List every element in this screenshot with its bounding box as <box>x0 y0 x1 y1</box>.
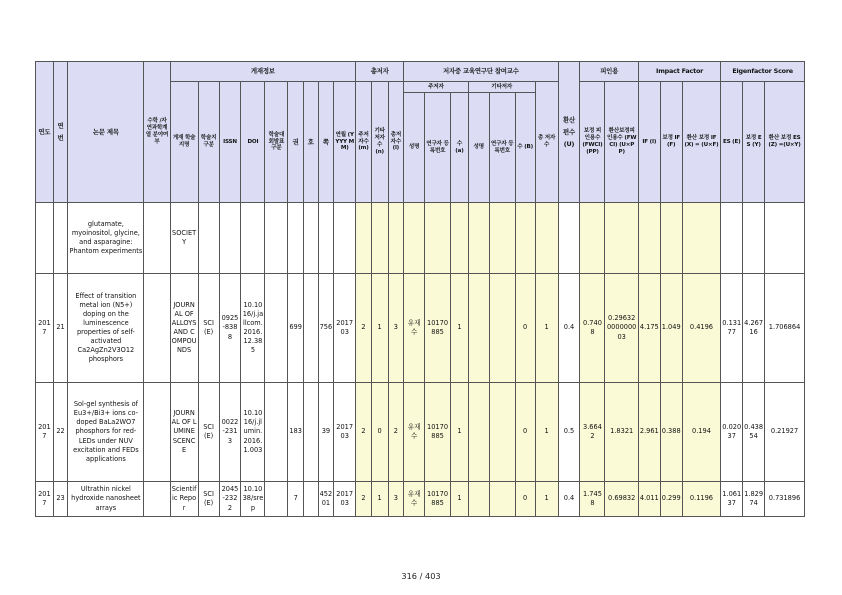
table-cell <box>580 203 605 274</box>
table-cell: 1.706864 <box>765 274 805 383</box>
table-cell: 0.4 <box>558 274 580 383</box>
table-cell <box>515 203 535 274</box>
conference-header: 학술대 회발표 구분 <box>265 82 288 203</box>
table-cell <box>265 482 288 517</box>
table-cell <box>53 203 68 274</box>
table-cell: 2 <box>388 383 404 482</box>
table-cell: 2045-2322 <box>219 482 241 517</box>
es-converted-header: 환산 보정 ES(Z) =(U×Y) <box>765 82 805 203</box>
table-cell <box>765 203 805 274</box>
table-cell <box>303 203 318 274</box>
table-cell <box>721 203 743 274</box>
journal-name: SOCIETY <box>170 203 198 274</box>
table-cell: 10.1016/j.jallcom.2016.12.385 <box>241 274 265 383</box>
table-cell <box>605 203 638 274</box>
es-adjusted-header: 보정 ES (Y) <box>743 82 765 203</box>
table-cell <box>388 203 404 274</box>
table-cell <box>303 482 318 517</box>
fwci-header: 환산보정피인용수 (FWCI) (U×PP) <box>605 82 638 203</box>
table-cell <box>265 274 288 383</box>
table-cell <box>318 203 334 274</box>
table-cell <box>144 274 170 383</box>
table-cell: 2017 <box>36 482 54 517</box>
journal-name: JOURNAL OF ALLOYS AND COMPOUNDS <box>170 274 198 383</box>
table-cell <box>144 482 170 517</box>
table-cell: 0 <box>515 482 535 517</box>
table-cell <box>743 203 765 274</box>
table-cell <box>489 274 515 383</box>
table-cell: SCI(E) <box>198 274 219 383</box>
category-header: 학술지 구분 <box>198 82 219 203</box>
table-cell <box>682 203 721 274</box>
table-cell: 0022-2313 <box>219 383 241 482</box>
if-header: IF (I) <box>638 82 660 203</box>
table-cell: 1 <box>535 274 558 383</box>
eigenfactor-header: Eigenfactor Score <box>721 62 805 82</box>
table-cell: 2 <box>356 383 372 482</box>
citation-header: 피인용 <box>580 62 638 82</box>
journal-header: 게재 학술지명 <box>170 82 198 203</box>
table-row <box>36 482 805 517</box>
year-header: 연도 <box>36 62 54 203</box>
table-cell: 21 <box>53 274 68 383</box>
table-cell <box>451 203 469 274</box>
volume-header: 권 <box>288 82 304 203</box>
authors-header: 총저자 <box>356 62 404 82</box>
table-cell <box>489 482 515 517</box>
table-cell: 0 <box>371 383 388 482</box>
main-name-header: 성명 <box>404 93 425 203</box>
research-paper-table <box>35 61 805 517</box>
table-cell: 4.011 <box>638 482 660 517</box>
es-header: ES (E) <box>721 82 743 203</box>
table-cell: 2017 <box>36 274 54 383</box>
other-name-header: 성명 <box>468 93 489 203</box>
table-cell: 0.1196 <box>682 482 721 517</box>
main-author-group-header: 주저자 <box>404 82 469 93</box>
table-cell <box>489 383 515 482</box>
table-cell <box>638 203 660 274</box>
table-cell: 0.194 <box>682 383 721 482</box>
table-cell <box>144 203 170 274</box>
doi-header: DOI <box>241 82 265 203</box>
table-cell: 0925-8388 <box>219 274 241 383</box>
table-cell: 3 <box>388 274 404 383</box>
table-cell: 10170885 <box>425 274 451 383</box>
publication-info-header: 게재정보 <box>170 62 356 82</box>
date-header: 연월 (YYYY MM) <box>334 82 356 203</box>
issue-header: 호 <box>303 82 318 203</box>
table-cell: 0.21927 <box>765 383 805 482</box>
table-cell: 0.4 <box>558 482 580 517</box>
table-cell: 1 <box>451 274 469 383</box>
other-researcher-no-header: 연구자 등록번호 <box>489 93 515 203</box>
impact-factor-header: Impact Factor <box>638 62 720 82</box>
table-cell: 2017 03 <box>334 274 356 383</box>
table-cell: 4.26716 <box>743 274 765 383</box>
page-header: 쪽 <box>318 82 334 203</box>
table-cell <box>371 203 388 274</box>
serial-header: 연번 <box>53 62 68 203</box>
table-cell <box>36 203 54 274</box>
table-cell: 0 <box>515 383 535 482</box>
table-cell <box>489 203 515 274</box>
table-cell: 0.299 <box>660 482 682 517</box>
table-cell: 22 <box>53 383 68 482</box>
count-a-header: 수 (a) <box>451 93 469 203</box>
table-cell <box>303 383 318 482</box>
table-cell <box>425 203 451 274</box>
table-cell: 3.6642 <box>580 383 605 482</box>
table-row <box>36 274 805 383</box>
table-cell: 39 <box>318 383 334 482</box>
participating-faculty-header: 저자중 교육연구단 참여교수 <box>404 62 558 82</box>
table-cell <box>356 203 372 274</box>
fwci-raw-header: 보정 피인용수 (FWCI) (PP) <box>580 82 605 203</box>
journal-name: JOURNAL OF LUMINESCENCE <box>170 383 198 482</box>
table-cell: 0.69832 <box>605 482 638 517</box>
table-row <box>36 203 805 274</box>
table-cell: 1.7458 <box>580 482 605 517</box>
table-cell <box>265 203 288 274</box>
table-cell: 699 <box>288 274 304 383</box>
table-cell <box>219 203 241 274</box>
table-cell: 10.1038/srep <box>241 482 265 517</box>
table-cell <box>144 383 170 482</box>
main-authors-header: 주저자수 (m) <box>356 82 372 203</box>
paper-title: Sol-gel synthesis of Eu3+/Bi3+ ions co-doped BaLa2WO7 phosphors for red-LEDs under NUV excitation and FEDs applications <box>68 383 144 482</box>
converted-count-header: 환산 편수 (U) <box>558 62 580 203</box>
table-cell: 1 <box>535 482 558 517</box>
table-cell: 2017 <box>36 383 54 482</box>
table-cell: 1.06137 <box>721 482 743 517</box>
table-cell <box>468 203 489 274</box>
table-cell: 0.02037 <box>721 383 743 482</box>
title-header: 논문 제목 <box>68 62 144 203</box>
main-researcher-no-header: 연구자 등록번호 <box>425 93 451 203</box>
paper-title: glutamate, myoinositol, glycine, and asparagine: Phantom experiments <box>68 203 144 274</box>
table-cell: 2017 03 <box>334 383 356 482</box>
table-cell: 10170885 <box>425 482 451 517</box>
table-cell: SCI(E) <box>198 482 219 517</box>
table-cell: 10.1016/j.jlumin.2016.1.003 <box>241 383 265 482</box>
table-cell <box>660 203 682 274</box>
table-cell: 0.7408 <box>580 274 605 383</box>
table-cell: 0.5 <box>558 383 580 482</box>
table-cell: 756 <box>318 274 334 383</box>
page-number: 316 / 403 <box>401 571 441 581</box>
math-field-header: 수학 /자연과학계열 분야여부 <box>144 62 170 203</box>
table-cell <box>404 203 425 274</box>
table-cell: 3 <box>388 482 404 517</box>
count-b-header: 수 (B) <box>515 93 535 203</box>
table-cell: 1 <box>451 482 469 517</box>
table-cell <box>265 383 288 482</box>
journal-name: Scientific Repor <box>170 482 198 517</box>
table-cell: 1.049 <box>660 274 682 383</box>
table-cell: 0.731896 <box>765 482 805 517</box>
table-cell <box>241 203 265 274</box>
issn-header: ISSN <box>219 82 241 203</box>
table-cell: 183 <box>288 383 304 482</box>
table-cell: 0 <box>515 274 535 383</box>
table-cell: 0.29632000000003 <box>605 274 638 383</box>
other-author-group-header: 기타저자 <box>468 82 535 93</box>
if-adjusted-header: 보정 IF (F) <box>660 82 682 203</box>
table-cell <box>468 482 489 517</box>
paper-title: Effect of transition metal ion (N5+) doping on the luminescence properties of self-activated Ca2AgZn2V3O12 phosphors <box>68 274 144 383</box>
table-cell: 23 <box>53 482 68 517</box>
table-cell <box>558 203 580 274</box>
table-cell <box>535 203 558 274</box>
table-cell: 1.82974 <box>743 482 765 517</box>
table-cell: 2 <box>356 482 372 517</box>
total-count-header: 총 저자수 <box>535 82 558 203</box>
table-cell: 2017 03 <box>334 482 356 517</box>
table-cell <box>303 274 318 383</box>
table-cell: 0.43854 <box>743 383 765 482</box>
other-authors-header: 기타저자수 (n) <box>371 82 388 203</box>
table-row <box>36 383 805 482</box>
table-cell <box>468 383 489 482</box>
table-cell <box>198 203 219 274</box>
paper-title: Ultrathin nickel hydroxide nanosheet arrays <box>68 482 144 517</box>
table-cell <box>468 274 489 383</box>
table-cell: 유재수 <box>404 482 425 517</box>
table-cell: 7 <box>288 482 304 517</box>
table-cell: 2.961 <box>638 383 660 482</box>
table-cell <box>288 203 304 274</box>
table-cell <box>334 203 356 274</box>
table-cell: 4.175 <box>638 274 660 383</box>
if-converted-header: 환산 보정 IF(X) = (U×F) <box>682 82 721 203</box>
table-cell: 10170885 <box>425 383 451 482</box>
table-cell: 1 <box>371 482 388 517</box>
table-cell: 1 <box>371 274 388 383</box>
table-cell: 45201 <box>318 482 334 517</box>
total-authors-header: 총저자수 (l) <box>388 82 404 203</box>
table-cell: SCI(E) <box>198 383 219 482</box>
table-cell: 0.388 <box>660 383 682 482</box>
table-cell: 1 <box>535 383 558 482</box>
table-cell: 유재수 <box>404 383 425 482</box>
table-cell: 0.4196 <box>682 274 721 383</box>
table-cell: 0.13177 <box>721 274 743 383</box>
table-cell: 1 <box>451 383 469 482</box>
table-cell: 1.8321 <box>605 383 638 482</box>
table-cell: 유재수 <box>404 274 425 383</box>
table-cell: 2 <box>356 274 372 383</box>
